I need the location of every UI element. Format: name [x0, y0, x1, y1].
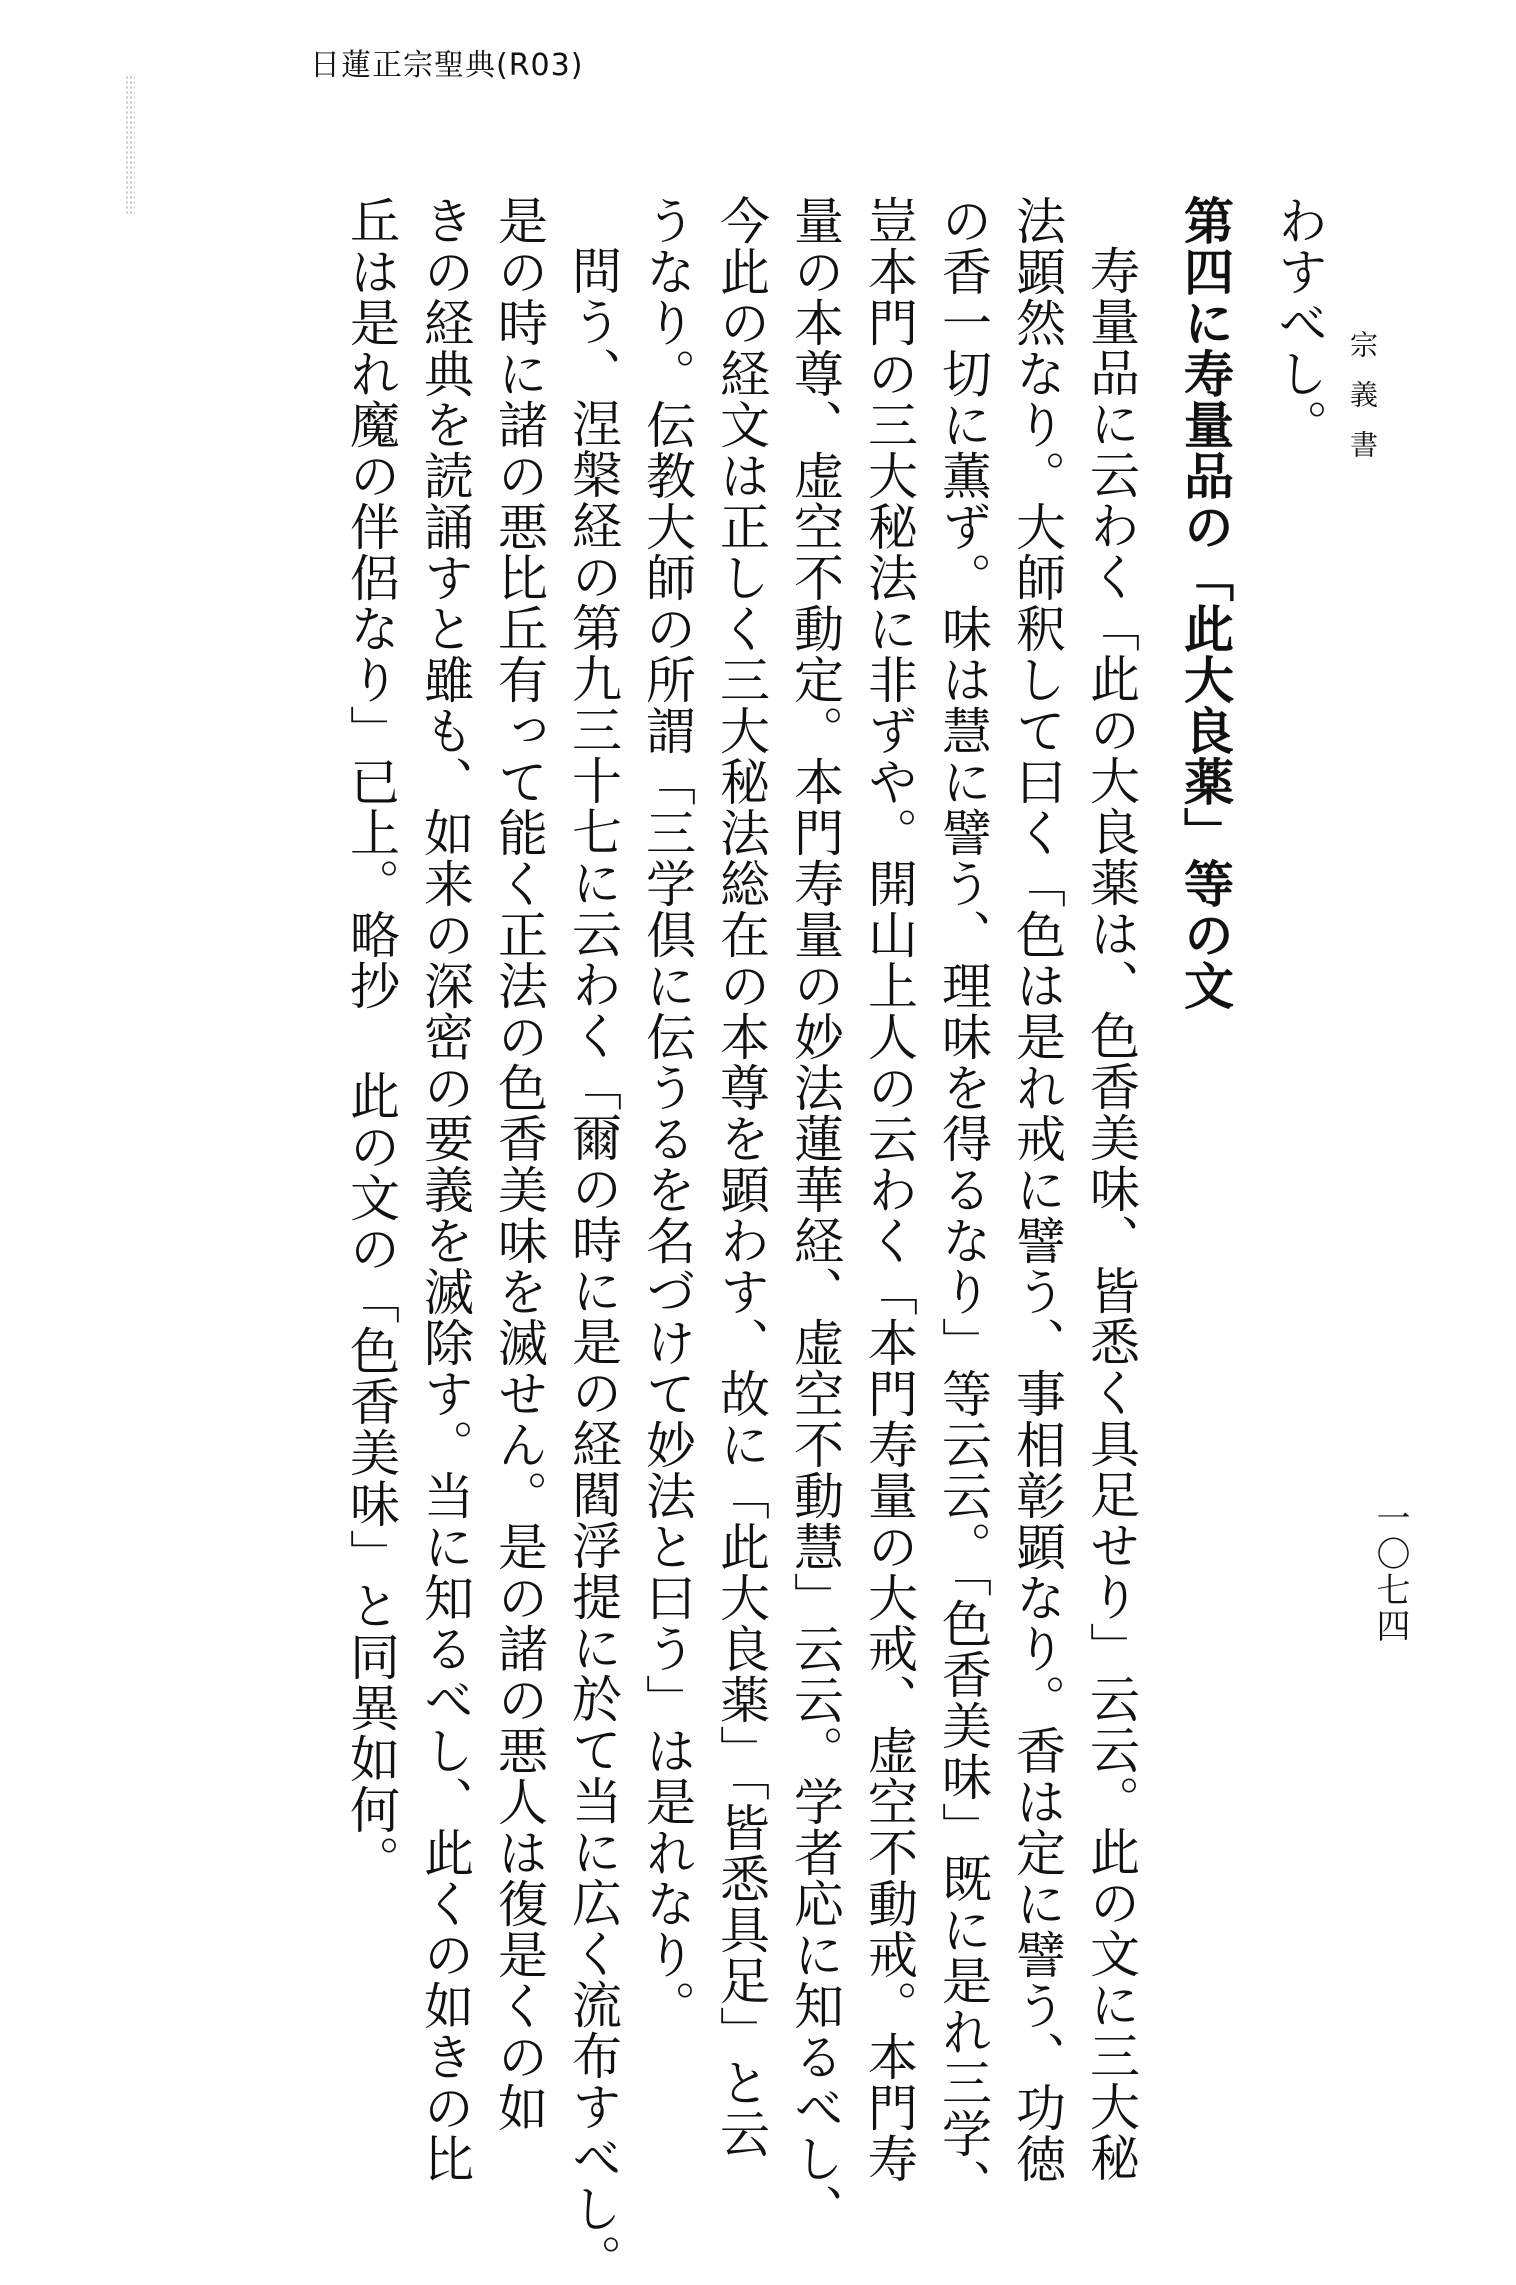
section-gap	[1148, 195, 1168, 2095]
scan-artifact	[125, 75, 135, 215]
document-header-title: 日蓮正宗聖典(R03)	[310, 48, 584, 83]
body-line: わすべし。	[1270, 195, 1328, 450]
body-text	[334, 195, 1336, 2285]
body-line: きの経典を読誦すと雖も、如来の深密の要義を滅除す。当に知るべし、此くの如きの比	[416, 195, 474, 2184]
body-line: 法顕然なり。大師釈して曰く「色は是れ戒に譬う、事相彰顕なり。香は定に譬う、功徳	[1008, 195, 1066, 2184]
body-line: 豈本門の三大秘法に非ずや。開山上人の云わく「本門寿量の大戒、虚空不動戒。本門寿	[860, 195, 918, 2184]
section-heading: 第四に寿量品の「此大良薬」等の文	[1176, 195, 1234, 1011]
body-line: 丘は是れ魔の伴侶なり」已上。略抄 此の文の「色香美味」と同異如何。	[342, 195, 400, 1886]
running-head: 宗義書	[1346, 330, 1379, 480]
body-line: 是の時に諸の悪比丘有って能く正法の色香美味を滅せん。是の諸の悪人は復是くの如	[490, 195, 548, 2133]
body-line: 今此の経文は正しく三大秘法総在の本尊を顕わす、故に「此大良薬」「皆悉具足」と云	[712, 195, 770, 2159]
page-number: 一〇七四	[1370, 1500, 1410, 1644]
body-line: 寿量品に云わく「此の大良薬は、色香美味、皆悉く具足せり」云云。此の文に三大秘	[1082, 245, 1140, 2183]
body-line: の香一切に薫ず。味は慧に譬う、理味を得るなり」等云云。「色香美味」既に是れ三学、	[934, 195, 992, 2210]
section-gap	[1242, 195, 1262, 2095]
body-line: 量の本尊、虚空不動定。本門寿量の妙法蓮華経、虚空不動慧」云云。学者応に知るべし、	[786, 195, 844, 2235]
body-line: うなり。伝教大師の所謂「三学倶に伝うるを名づけて妙法と曰う」は是れなり。	[638, 195, 696, 2031]
body-line: 問う、涅槃経の第九三十七に云わく「爾の時に是の経閻浮提に於て当に広く流布すべし。	[564, 245, 622, 2285]
